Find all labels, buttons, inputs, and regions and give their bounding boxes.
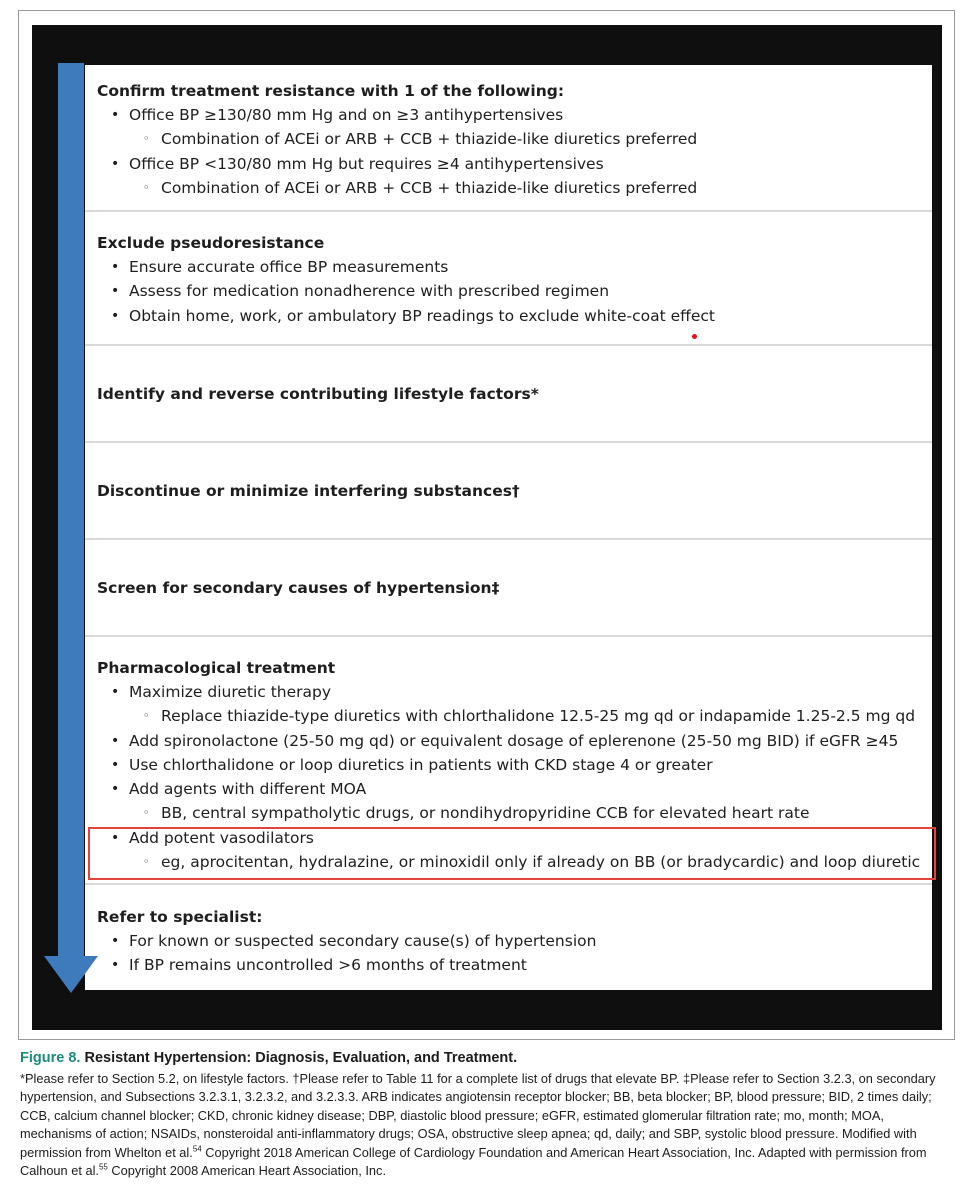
figure-label: Figure 8. bbox=[20, 1050, 81, 1066]
list-item: • Add potent vasodilators bbox=[97, 826, 932, 850]
list-item: • Office BP <130/80 mm Hg but requires ≥4 antihypertensives bbox=[97, 152, 932, 176]
figure-caption bbox=[20, 1048, 955, 1180]
section-heading: Pharmacological treatment bbox=[97, 659, 336, 677]
list-item: • Assess for medication nonadherence with prescribed regimen bbox=[97, 279, 932, 303]
sub-list-item: ◦ Replace thiazide-type diuretics with chlorthalidone 12.5-25 mg qd or indapamide 1.25-2.5 mg qd bbox=[97, 704, 932, 728]
section-confirm-resistance bbox=[85, 79, 932, 200]
section-lifestyle-factors bbox=[85, 346, 932, 441]
red-dot-marker bbox=[692, 334, 697, 339]
arrow-shaft bbox=[58, 63, 84, 956]
sub-list-item: ◦ Combination of ACEi or ARB + CCB + thiazide-like diuretics preferred bbox=[97, 127, 932, 151]
list-item: • Add agents with different MOA bbox=[97, 777, 932, 801]
section-heading: Refer to specialist: bbox=[97, 908, 263, 926]
caption-body bbox=[20, 1070, 955, 1180]
arrow-head bbox=[44, 956, 98, 993]
list-item: • Obtain home, work, or ambulatory BP readings to exclude white-coat effect bbox=[97, 304, 932, 328]
section-divider bbox=[85, 635, 932, 637]
list-item: • Maximize diuretic therapy bbox=[97, 680, 932, 704]
highlight-box bbox=[88, 827, 936, 880]
section-divider bbox=[85, 210, 932, 212]
section-divider bbox=[85, 883, 932, 885]
list-item: • Use chlorthalidone or loop diuretics in patients with CKD stage 4 or greater bbox=[97, 753, 932, 777]
section-interfering-substances bbox=[85, 443, 932, 538]
section-heading: Confirm treatment resistance with 1 of the following: bbox=[97, 82, 565, 100]
section-heading: Identify and reverse contributing lifestyle factors* bbox=[97, 384, 539, 403]
caption-title bbox=[20, 1048, 955, 1068]
sub-list-item: ◦ Combination of ACEi or ARB + CCB + thiazide-like diuretics preferred bbox=[97, 176, 932, 200]
section-refer-specialist bbox=[85, 905, 932, 978]
reference-superscript: 55 bbox=[98, 1162, 108, 1172]
figure-title: Resistant Hypertension: Diagnosis, Evaluation, and Treatment. bbox=[84, 1050, 518, 1066]
section-exclude-pseudoresistance bbox=[85, 231, 932, 328]
section-heading: Exclude pseudoresistance bbox=[97, 234, 325, 252]
section-heading: Screen for secondary causes of hypertension‡ bbox=[97, 578, 500, 597]
section-secondary-causes bbox=[85, 540, 932, 635]
list-item: • If BP remains uncontrolled >6 months of treatment bbox=[97, 953, 932, 977]
caption-text: Copyright 2018 American College of Cardiology Foundation and American Heart Association, Inc. Adapted with permission from Calhoun et al. bbox=[20, 1144, 927, 1179]
sub-list-item: ◦ BB, central sympatholytic drugs, or nondihydropyridine CCB for elevated heart rate bbox=[97, 801, 932, 825]
caption-text: *Please refer to Section 5.2, on lifestyle factors. †Please refer to Table 11 for a complete list of drugs that elevate BP. ‡Please refer to Section 3.2.3, on secondary hypertension, and Subsections 3.2.3.1, 3.2.3.2, and 3.2.3.3. ARB indicates angiotensin receptor blocker; BB, beta blocker; BP, blood pressure; BID, 2 times daily; CCB, calcium channel blocker; CKD, chronic kidney disease; DBP, diastolic blood pressure; eGFR, estimated glomerular filtration rate; mo, month; MOA, mechanisms of action; NSAIDs, nonsteroidal anti-inflammatory drugs; OSA, obstructive sleep apnea; qd, daily; and SBP, systolic blood pressure. Modified with permission from Whelton et al. bbox=[20, 1071, 936, 1160]
list-item: • Ensure accurate office BP measurements bbox=[97, 255, 932, 279]
caption-text: Copyright 2008 American Heart Association, Inc. bbox=[107, 1163, 386, 1179]
reference-superscript: 54 bbox=[192, 1144, 202, 1154]
list-item: • Office BP ≥130/80 mm Hg and on ≥3 antihypertensives bbox=[97, 103, 932, 127]
list-item: • Add spironolactone (25-50 mg qd) or equivalent dosage of eplerenone (25-50 mg BID) if eGFR ≥45 bbox=[97, 729, 932, 753]
list-item: • For known or suspected secondary cause(s) of hypertension bbox=[97, 929, 932, 953]
section-heading: Discontinue or minimize interfering substances† bbox=[97, 481, 520, 500]
sub-list-item: ◦ eg, aprocitentan, hydralazine, or minoxidil only if already on BB (or bradycardic) and loop diuretic bbox=[97, 850, 932, 874]
